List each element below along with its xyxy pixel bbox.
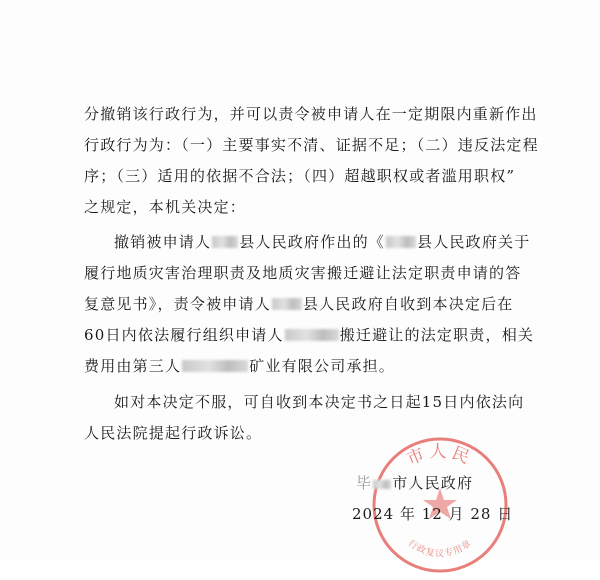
- paragraph-2-line-2: 履行地质灾害治理职责及地质灾害搬迁避让法定职责申请的答: [84, 264, 522, 282]
- text-segment: 县人民政府自收到本决定后在: [302, 295, 514, 313]
- paragraph-2-line-3: [84, 294, 514, 314]
- redaction-block: [386, 236, 416, 248]
- redaction-block: [285, 329, 339, 341]
- text-segment: 撤销被申请人: [114, 233, 212, 251]
- paragraph-2-line-4: [84, 325, 534, 345]
- redaction-block: [373, 480, 391, 489]
- paragraph-1-line-2: 行政行为为：（一）主要事实不清、证据不足；（二）违反法定程: [84, 136, 539, 154]
- seal-bottom-text: 行政复议专用章: [406, 538, 474, 560]
- text-segment: 费用由第三人: [84, 357, 182, 375]
- text-segment: 矿业有限公司承担。: [249, 357, 396, 375]
- text-segment: 搬迁避让的法定职责，相关: [339, 326, 535, 344]
- paragraph-2-line-5: [84, 356, 395, 376]
- seal-top-text: 市人民: [404, 442, 476, 470]
- paragraph-3-line-1: 如对本决定不服，可自收到本决定书之日起15日内依法向: [114, 393, 525, 411]
- authority-prefix: 毕: [356, 474, 373, 492]
- document-date: 2024 年 12 月 28 日: [352, 505, 514, 523]
- paragraph-1-line-1: 分撤销该行政行为，并可以责令被申请人在一定期限内重新作出: [84, 105, 538, 123]
- text-segment: 县人民政府作出的《: [239, 233, 386, 251]
- paragraph-3-line-2: 人民法院提起行政诉讼。: [84, 424, 263, 442]
- redaction-block: [182, 360, 248, 372]
- redaction-block: [272, 298, 302, 310]
- text-segment: 复意见书》，责令被申请人: [84, 295, 271, 313]
- paragraph-2-line-1: [114, 232, 530, 252]
- paragraph-1-line-4: 之规定，本机关决定：: [84, 198, 247, 216]
- authority-name: 市人民政府: [392, 474, 474, 492]
- issuing-authority: [356, 473, 473, 493]
- text-segment: 县人民政府关于: [417, 233, 531, 251]
- paragraph-1-line-3: 序；（三）适用的依据不合法；（四）超越职权或者滥用职权”: [84, 167, 516, 185]
- text-segment: 60日内依法履行组织申请人: [84, 326, 284, 344]
- redaction-block: [212, 236, 238, 248]
